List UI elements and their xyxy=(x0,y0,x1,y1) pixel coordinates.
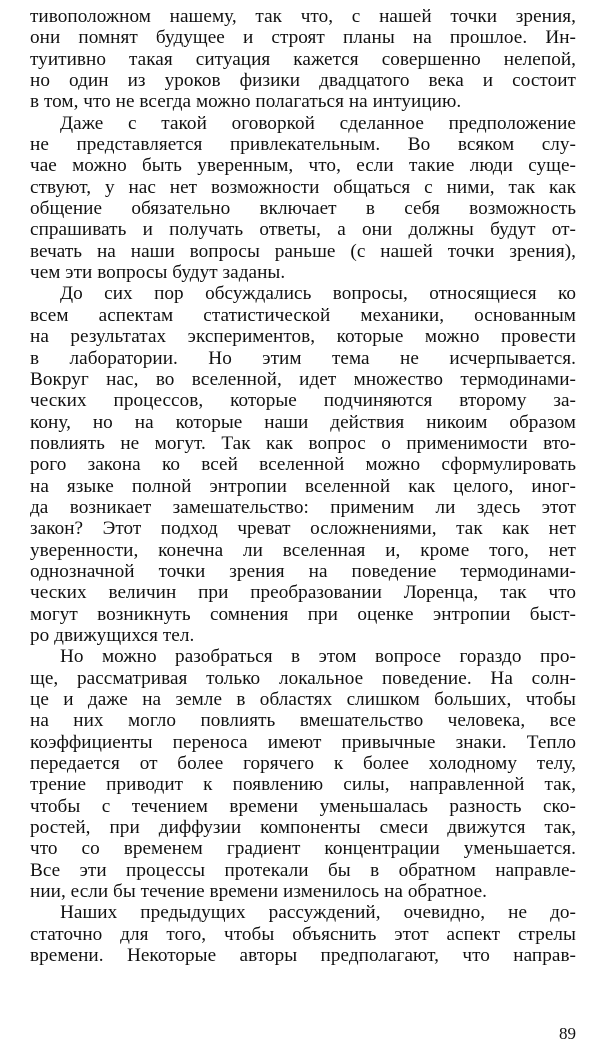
text-line: туитивно такая ситуация кажется совершенно нелепой, xyxy=(30,48,576,70)
text-line: Вокруг нас, во вселенной, идет множество термодинами- xyxy=(30,368,576,390)
paragraph xyxy=(30,6,576,113)
text-line: нии, если бы течение времени изменилось на обратное. xyxy=(30,881,488,903)
paragraph xyxy=(30,902,576,966)
text-line: уверенности, конечна ли вселенная и, кроме того, нет xyxy=(30,539,576,561)
text-line: чем эти вопросы будут заданы. xyxy=(30,262,286,284)
text-line: на них могло повлиять вмешательство человека, все xyxy=(30,710,576,732)
text-line: тивоположном нашему, так что, с нашей точки зрения, xyxy=(30,6,576,27)
text-line: чае можно быть уверенным, что, если такие люди суще- xyxy=(30,155,576,177)
text-line: не представляется привлекательным. Во всяком слу- xyxy=(30,134,576,156)
text-line: ще, рассматривая только локальное поведение. На солн- xyxy=(30,667,576,689)
text-line: могут возникнуть сомнения при оценке энтропии быст- xyxy=(30,603,576,625)
text-line: но один из уроков физики двадцатого века и состоит xyxy=(30,70,576,92)
text-line: Даже с такой оговоркой сделанное предположение xyxy=(60,112,576,134)
text-line: це и даже на земле в областях слишком больших, чтобы xyxy=(30,689,576,710)
text-line: однозначной точки зрения на поведение термодинами- xyxy=(30,560,576,582)
text-line: Но можно разобраться в этом вопросе гораздо про- xyxy=(60,646,576,668)
book-page xyxy=(30,6,576,1046)
text-line: ствуют, у нас нет возможности общаться с ними, так как xyxy=(30,176,576,198)
text-line: в том, что не всегда можно полагаться на интуицию. xyxy=(30,91,462,113)
text-line: До сих пор обсуждались вопросы, относящиеся ко xyxy=(60,283,576,305)
text-line: статочно для того, чтобы объяснить этот аспект стрелы xyxy=(30,923,576,945)
text-line: Все эти процессы протекали бы в обратном направле- xyxy=(30,859,576,881)
text-line: чтобы с течением времени уменьшалась разность ско- xyxy=(30,795,576,817)
text-line: на результатах экспериментов, которые можно провести xyxy=(30,326,576,348)
page-number: 89 xyxy=(559,1024,576,1043)
text-line: ческих величин при преобразовании Лоренца, так что xyxy=(30,582,576,604)
body-text xyxy=(30,6,576,966)
text-line: ро движущихся тел. xyxy=(30,624,195,646)
text-line: повлиять не могут. Так как вопрос о применимости вто- xyxy=(30,432,576,454)
text-line: они помнят будущее и строят планы на прошлое. Ин- xyxy=(30,27,576,49)
text-line: закон? Этот подход чреват осложнениями, так как нет xyxy=(30,518,576,540)
text-line: спрашивать и получать ответы, а они должны будут от- xyxy=(30,219,576,241)
text-line: общение обязательно включает в себя возможность xyxy=(30,198,576,220)
text-line: коэффициенты переноса имеют привычные знаки. Тепло xyxy=(30,731,576,753)
text-line: на языке полной энтропии вселенной как целого, иног- xyxy=(30,475,576,497)
text-line: да возникает замешательство: применим ли здесь этот xyxy=(30,496,576,518)
text-line: что со временем градиент концентрации уменьшается. xyxy=(30,838,576,860)
text-line: кону, но на которые наши действия никоим образом xyxy=(30,411,576,433)
text-line: вечать на наши вопросы раньше (с нашей точки зрения), xyxy=(30,240,576,262)
text-line: времени. Некоторые авторы предполагают, что направ- xyxy=(30,945,576,967)
text-line: в лаборатории. Но этим тема не исчерпывается. xyxy=(30,347,576,369)
paragraph xyxy=(30,113,576,284)
text-line: всем аспектам статистической механики, основанным xyxy=(30,304,576,326)
text-line: трение приводит к появлению силы, направленной так, xyxy=(30,774,576,796)
text-line: Наших предыдущих рассуждений, очевидно, не до- xyxy=(60,902,576,924)
paragraph xyxy=(30,283,576,646)
text-line: рого закона ко всей вселенной можно сформулировать xyxy=(30,454,576,476)
paragraph xyxy=(30,646,576,902)
text-line: передается от более горячего к более холодному телу, xyxy=(30,753,576,775)
text-line: ческих процессов, которые подчиняются второму за- xyxy=(30,390,576,412)
paragraph xyxy=(30,6,576,966)
text-line: ростей, при диффузии компоненты смеси движутся так, xyxy=(30,817,576,839)
